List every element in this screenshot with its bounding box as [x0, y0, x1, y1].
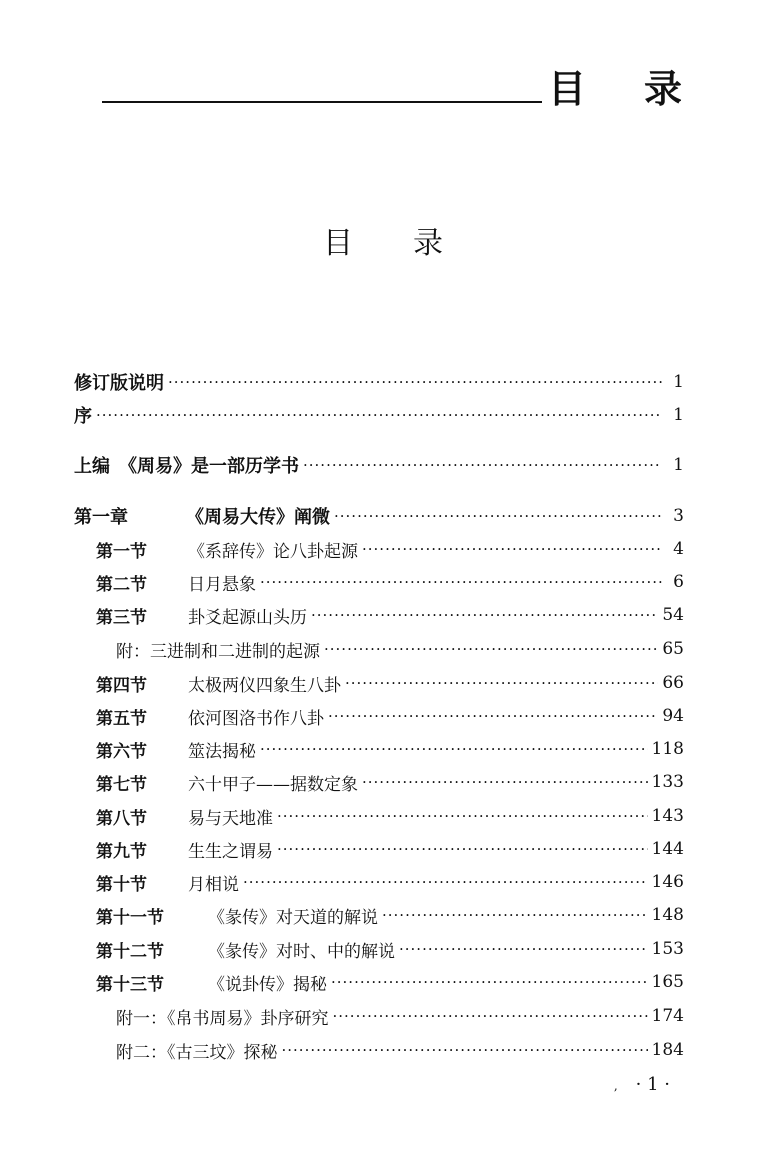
toc-page-number: 143 — [651, 806, 684, 826]
section-number: 第七节 — [96, 774, 147, 795]
dot-leader — [362, 534, 662, 564]
toc-page-number: 54 — [662, 605, 684, 625]
toc-label — [96, 770, 358, 795]
section-number: 第三节 — [96, 607, 147, 628]
toc-page-number: 66 — [662, 673, 684, 693]
toc-page-number: 133 — [651, 772, 684, 792]
dot-leader — [168, 367, 662, 397]
toc-page-number: 165 — [651, 972, 684, 992]
section-title: 卦爻起源山头历 — [188, 607, 307, 628]
dot-leader — [362, 767, 648, 797]
section-title: 易与天地准 — [188, 808, 273, 829]
section-number: 第二节 — [96, 574, 147, 595]
toc-label — [96, 937, 395, 962]
section-number: 第一节 — [96, 541, 147, 562]
toc-entry-appendix[interactable] — [116, 1035, 684, 1065]
dot-leader — [260, 734, 648, 764]
header-title-char: 目 — [548, 67, 587, 111]
toc-entry-section[interactable] — [96, 701, 684, 731]
tick-mark: , — [613, 1079, 618, 1093]
section-title: 依河图洛书作八卦 — [188, 708, 324, 729]
chapter-title: 《周易大传》阐微 — [186, 507, 330, 528]
section-number: 第十节 — [96, 874, 147, 895]
dot-leader — [243, 867, 648, 897]
section-title: 日月悬象 — [188, 574, 256, 595]
section-title: 生生之谓易 — [188, 841, 273, 862]
toc-label: 序 — [74, 406, 92, 427]
toc-page-number: 65 — [662, 639, 684, 659]
header-title-char: 录 — [643, 67, 682, 111]
toc-page-number: 144 — [651, 839, 684, 859]
toc-label — [96, 804, 273, 829]
toc-page-number: 6 — [673, 572, 684, 592]
toc-label — [96, 570, 256, 595]
section-number: 第四节 — [96, 675, 147, 696]
toc-label: 修订版说明 — [74, 373, 164, 394]
dot-leader — [333, 1001, 648, 1031]
toc-entry-part1[interactable] — [74, 450, 684, 480]
toc-entry-chapter1[interactable] — [74, 501, 684, 531]
page-number: · 1 · — [635, 1074, 670, 1095]
section-title: 《说卦传》揭秘 — [208, 974, 327, 995]
dot-leader — [277, 801, 648, 831]
toc-page-number: 184 — [651, 1040, 684, 1060]
toc-entry-section[interactable] — [96, 867, 684, 897]
toc-page-number: 1 — [673, 455, 684, 475]
dot-leader — [328, 701, 658, 731]
toc-entry-appendix[interactable] — [116, 634, 684, 664]
toc-label — [96, 737, 256, 762]
dot-leader — [382, 900, 648, 930]
page-footer — [570, 1070, 670, 1101]
dot-leader — [334, 501, 662, 531]
dot-leader — [324, 634, 658, 664]
toc-entry-appendix[interactable] — [116, 1001, 684, 1031]
dot-leader — [331, 967, 648, 997]
toc-entry-section[interactable] — [96, 767, 684, 797]
dot-leader — [282, 1035, 648, 1065]
toc-entry-section[interactable] — [96, 900, 684, 930]
toc-entry-section[interactable] — [96, 600, 684, 630]
toc-entry-preface[interactable] — [74, 400, 684, 430]
section-title: 筮法揭秘 — [188, 741, 256, 762]
dot-leader — [311, 600, 658, 630]
dot-leader — [399, 934, 648, 964]
toc-page-number: 1 — [673, 372, 684, 392]
toc-entry-section[interactable] — [96, 934, 684, 964]
section-number: 第六节 — [96, 741, 147, 762]
dot-leader — [260, 567, 662, 597]
toc-label — [96, 704, 324, 729]
toc-label — [96, 671, 341, 696]
toc-page-number: 1 — [673, 405, 684, 425]
toc-label — [96, 970, 327, 995]
dot-leader — [303, 450, 662, 480]
toc-entry-revision-note[interactable] — [74, 367, 684, 397]
toc-entry-section[interactable] — [96, 967, 684, 997]
toc-page-number: 94 — [662, 706, 684, 726]
toc-entry-section[interactable] — [96, 534, 684, 564]
toc-page-number: 146 — [651, 872, 684, 892]
section-title: 《彖传》对天道的解说 — [208, 907, 378, 928]
dot-leader — [277, 834, 648, 864]
section-title: 六十甲子——据数定象 — [188, 774, 358, 795]
toc-page-number: 4 — [673, 539, 684, 559]
toc-label — [96, 870, 239, 895]
toc-entry-section[interactable] — [96, 668, 684, 698]
section-title: 《系辞传》论八卦起源 — [188, 541, 358, 562]
toc-entry-section[interactable] — [96, 567, 684, 597]
toc-entry-section[interactable] — [96, 734, 684, 764]
chapter-number: 第一章 — [74, 507, 128, 528]
toc-page-number: 3 — [673, 506, 684, 526]
section-number: 第八节 — [96, 808, 147, 829]
toc-label — [74, 503, 330, 529]
toc-label: 附二：《古三坟》探秘 — [116, 1042, 278, 1063]
toc-page-number: 174 — [651, 1006, 684, 1026]
page-title: 目录 — [323, 226, 503, 261]
section-number: 第十三节 — [96, 974, 164, 995]
toc-entry-section[interactable] — [96, 801, 684, 831]
section-number: 第九节 — [96, 841, 147, 862]
toc-entry-section[interactable] — [96, 834, 684, 864]
toc-page-number: 118 — [651, 739, 684, 759]
toc-page-number: 148 — [651, 905, 684, 925]
section-number: 第十二节 — [96, 941, 164, 962]
toc-label: 附一：《帛书周易》卦序研究 — [116, 1008, 329, 1029]
toc-label: 附：三进制和二进制的起源 — [116, 641, 320, 662]
toc-label: 上编 《周易》是一部历学书 — [74, 456, 299, 477]
toc-label — [96, 537, 358, 562]
toc-page-number: 153 — [651, 939, 684, 959]
dot-leader — [345, 668, 658, 698]
section-title: 《彖传》对时、中的解说 — [208, 941, 395, 962]
toc-label — [96, 603, 307, 628]
section-title: 月相说 — [188, 874, 239, 895]
toc-label — [96, 903, 378, 928]
toc-label — [96, 837, 273, 862]
section-number: 第十一节 — [96, 907, 164, 928]
dot-leader — [96, 400, 662, 430]
section-number: 第五节 — [96, 708, 147, 729]
section-title: 太极两仪四象生八卦 — [188, 675, 341, 696]
